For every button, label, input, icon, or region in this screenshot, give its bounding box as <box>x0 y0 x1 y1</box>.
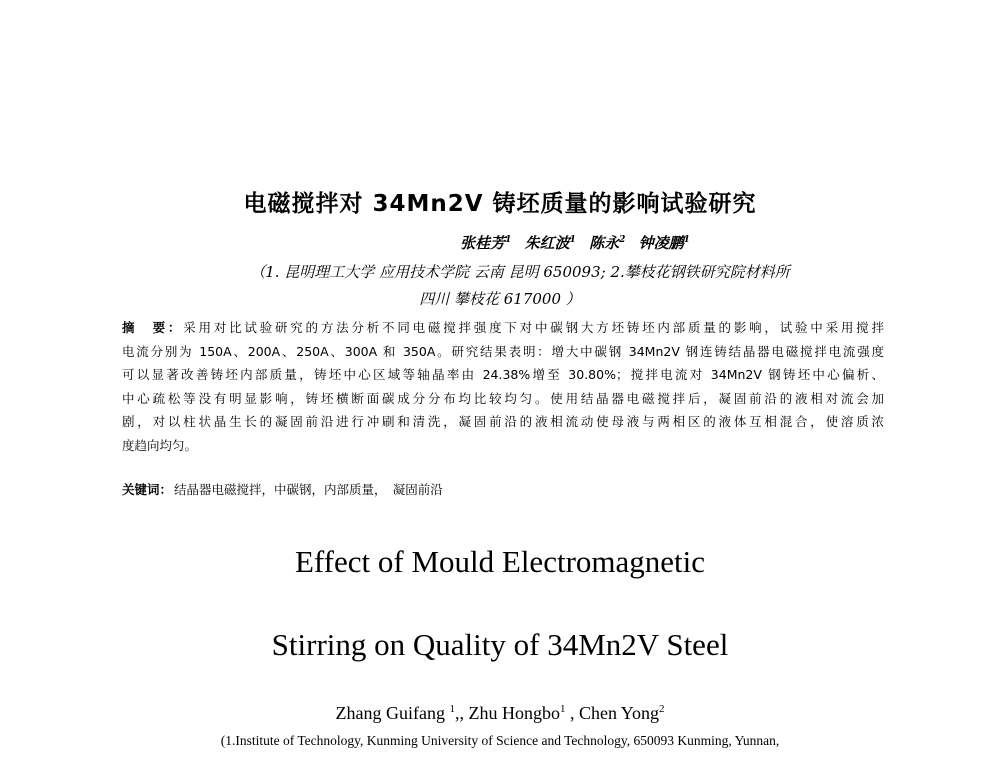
english-title-line-1: Effect of Mould Electromagnetic <box>294 544 706 579</box>
author-name: ,, Zhu Hongbo <box>454 703 560 723</box>
author-name: 朱红波 <box>524 234 570 252</box>
abstract-label: 摘 要： <box>122 320 184 335</box>
author-name: 张桂芳 <box>460 234 506 252</box>
abstract-line: 可以显著改善铸坯内部质量，铸坯中心区域等轴晶率由 24.38%增至 30.80%；搅拌电流对 34Mn2V 钢铸坯中心偏析、 <box>122 367 884 382</box>
abstract-text: 采用对比试验研究的方法分析不同电磁搅拌强度下对中碳钢大方坯铸坯内部质量的影响，试验中采用搅拌 <box>183 320 884 335</box>
author-affiliation-mark: 1 <box>569 235 576 245</box>
keywords-text: 结晶器电磁搅拌，中碳钢，内部质量， 凝固前沿 <box>174 482 443 497</box>
english-affiliation: (1.Institute of Technology, Kunming University of Science and Technology, 650093 Kunming, Yunnan, <box>220 733 780 748</box>
chinese-title: 电磁搅拌对 34Mn2V 铸坯质量的影响试验研究 <box>243 191 757 217</box>
author-name: 陈永 <box>589 234 620 252</box>
author-affiliation-mark: 1 <box>505 235 512 245</box>
chinese-affiliation-line-1: （1. 昆明理工大学 应用技术学院 云南 昆明 650093; 2.攀枝花钢铁研究院材料所 <box>250 263 790 281</box>
author-affiliation-mark: 2 <box>659 703 665 715</box>
abstract-line <box>122 316 884 340</box>
chinese-authors <box>0 232 1000 253</box>
chinese-keywords <box>122 480 443 498</box>
keywords-label: 关键词： <box>122 482 173 497</box>
abstract-line: 电流分别为 150A、200A、250A、300A 和 350A。研究结果表明：增大中碳钢 34Mn2V 钢连铸结晶器电磁搅拌电流强度 <box>122 343 884 359</box>
english-title-line-2: Stirring on Quality of 34Mn2V Steel <box>271 627 729 662</box>
author-name: , Chen Yong <box>565 703 659 723</box>
author-affiliation-mark: 1 <box>449 703 455 715</box>
author-affiliation-mark: 1 <box>559 703 566 715</box>
abstract-line: 度趋向均匀。 <box>122 437 198 453</box>
author-affiliation-mark: 2 <box>619 235 626 245</box>
author-name: Zhang Guifang <box>335 703 450 723</box>
english-authors <box>0 703 1000 724</box>
chinese-abstract <box>122 316 884 457</box>
author-name: 钟凌鹏 <box>638 234 684 252</box>
abstract-line: 剧，对以柱状晶生长的凝固前沿进行冲刷和清洗，凝固前沿的液相流动使母液与两相区的液体互相混合，使溶质浓 <box>122 414 884 429</box>
abstract-line: 中心疏松等没有明显影响，铸坯横断面碳成分分布均比较均匀。使用结晶器电磁搅拌后，凝固前沿的液相对流会加 <box>122 390 884 406</box>
author-affiliation-mark: 1 <box>683 235 690 245</box>
chinese-affiliation-line-2: 四川 攀枝花 617000 ） <box>419 290 581 308</box>
